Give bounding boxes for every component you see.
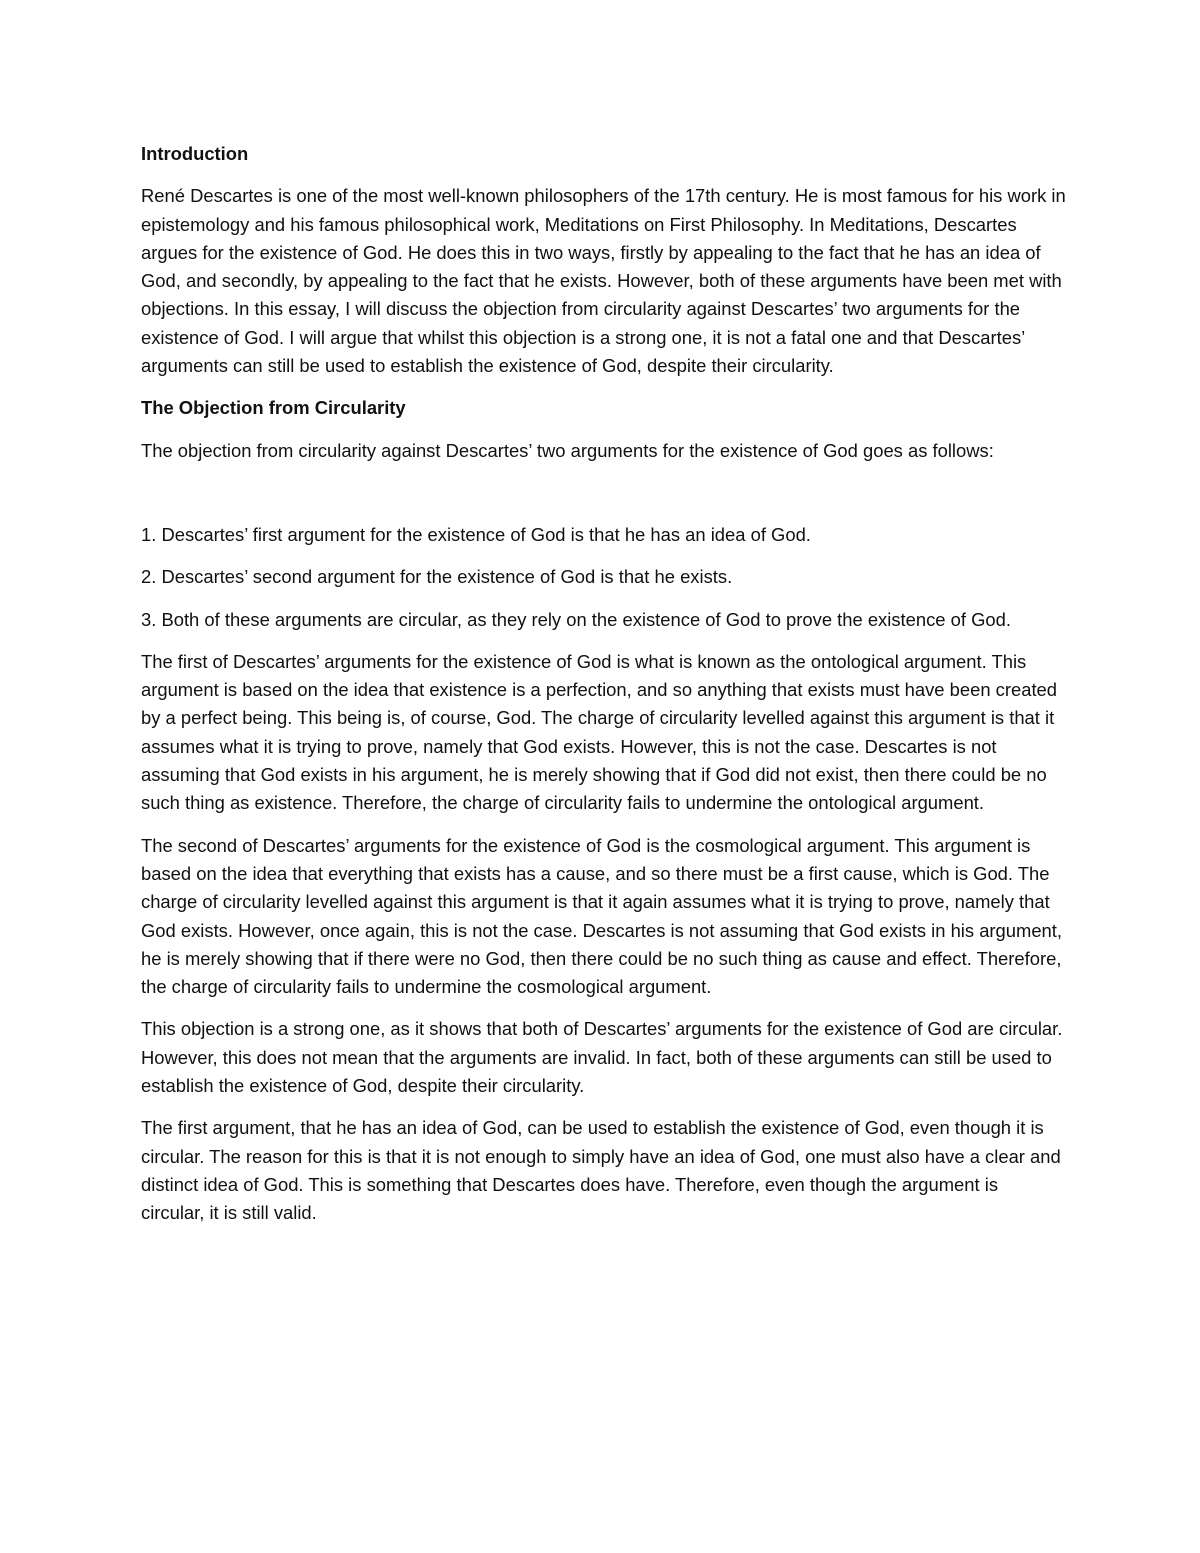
ontological-paragraph: The first of Descartes’ arguments for the existence of God is what is known as the ontological argument. This argument is based on the idea that existence is a perfection, and so anything that exists must have been created by a perfect being. This being is, of course, God. The charge of circularity levelled against this argument is that it assumes what it is trying to prove, namely that God exists. However, this is not the case. Descartes is not assuming that God exists in his argument, he is merely showing that if God did not exist, then there could be no such thing as existence. Therefore, the charge of circularity fails to undermine the ontological argument. [141, 650, 1058, 814]
cosmological-paragraph: The second of Descartes’ arguments for the existence of God is the cosmological argument. This argument is based on the idea that everything that exists has a cause, and so there must be a first cause, which is God. The charge of circularity levelled against this argument is that it again assumes what it is trying to prove, namely that God exists. However, once again, this is not the case. Descartes is not assuming that God exists in his argument, he is merely showing that if there were no God, then there could be no such thing as cause and effect. Therefore, the charge of circularity fails to undermine the cosmological argument. [141, 834, 1063, 998]
list-item: 2. Descartes’ second argument for the existence of God is that he exists. [141, 566, 733, 588]
objection-heading: The Objection from Circularity [141, 397, 406, 419]
blank-line [141, 479, 1066, 521]
first-argument-paragraph: The first argument, that he has an idea of God, can be used to establish the existence of God, even though it is circular. The reason for this is that it is not enough to simply have an idea of God, one must also have a clear and distinct idea of God. This is something that Descartes does have. Therefore, even though the argument is circular, it is still valid. [141, 1117, 1061, 1224]
introduction-paragraph: René Descartes is one of the most well-known philosophers of the 17th century. He is most famous for his work in epistemology and his famous philosophical work, Meditations on First Philosophy. In Meditations, Descartes argues for the existence of God. He does this in two ways, firstly by appealing to the fact that he has an idea of God, and secondly, by appealing to the fact that he exists. However, both of these arguments have been met with objections. In this essay, I will discuss the objection from circularity against Descartes’ two arguments for the existence of God. I will argue that whilst this objection is a strong one, it is not a fatal one and that Descartes’ arguments can still be used to establish the existence of God, despite their circularity. [141, 185, 1066, 377]
introduction-heading: Introduction [141, 143, 249, 164]
list-item: 3. Both of these arguments are circular, as they rely on the existence of God to prove the existence of God. [141, 608, 1011, 630]
document-page [141, 140, 1066, 1242]
list-item: 1. Descartes’ first argument for the existence of God is that he has an idea of God. [141, 523, 811, 545]
strength-paragraph: This objection is a strong one, as it shows that both of Descartes’ arguments for the existence of God are circular. However, this does not mean that the arguments are invalid. In fact, both of these arguments can still be used to establish the existence of God, despite their circularity. [141, 1018, 1063, 1097]
objection-intro-paragraph: The objection from circularity against Descartes’ two arguments for the existence of God goes as follows: [141, 439, 994, 461]
